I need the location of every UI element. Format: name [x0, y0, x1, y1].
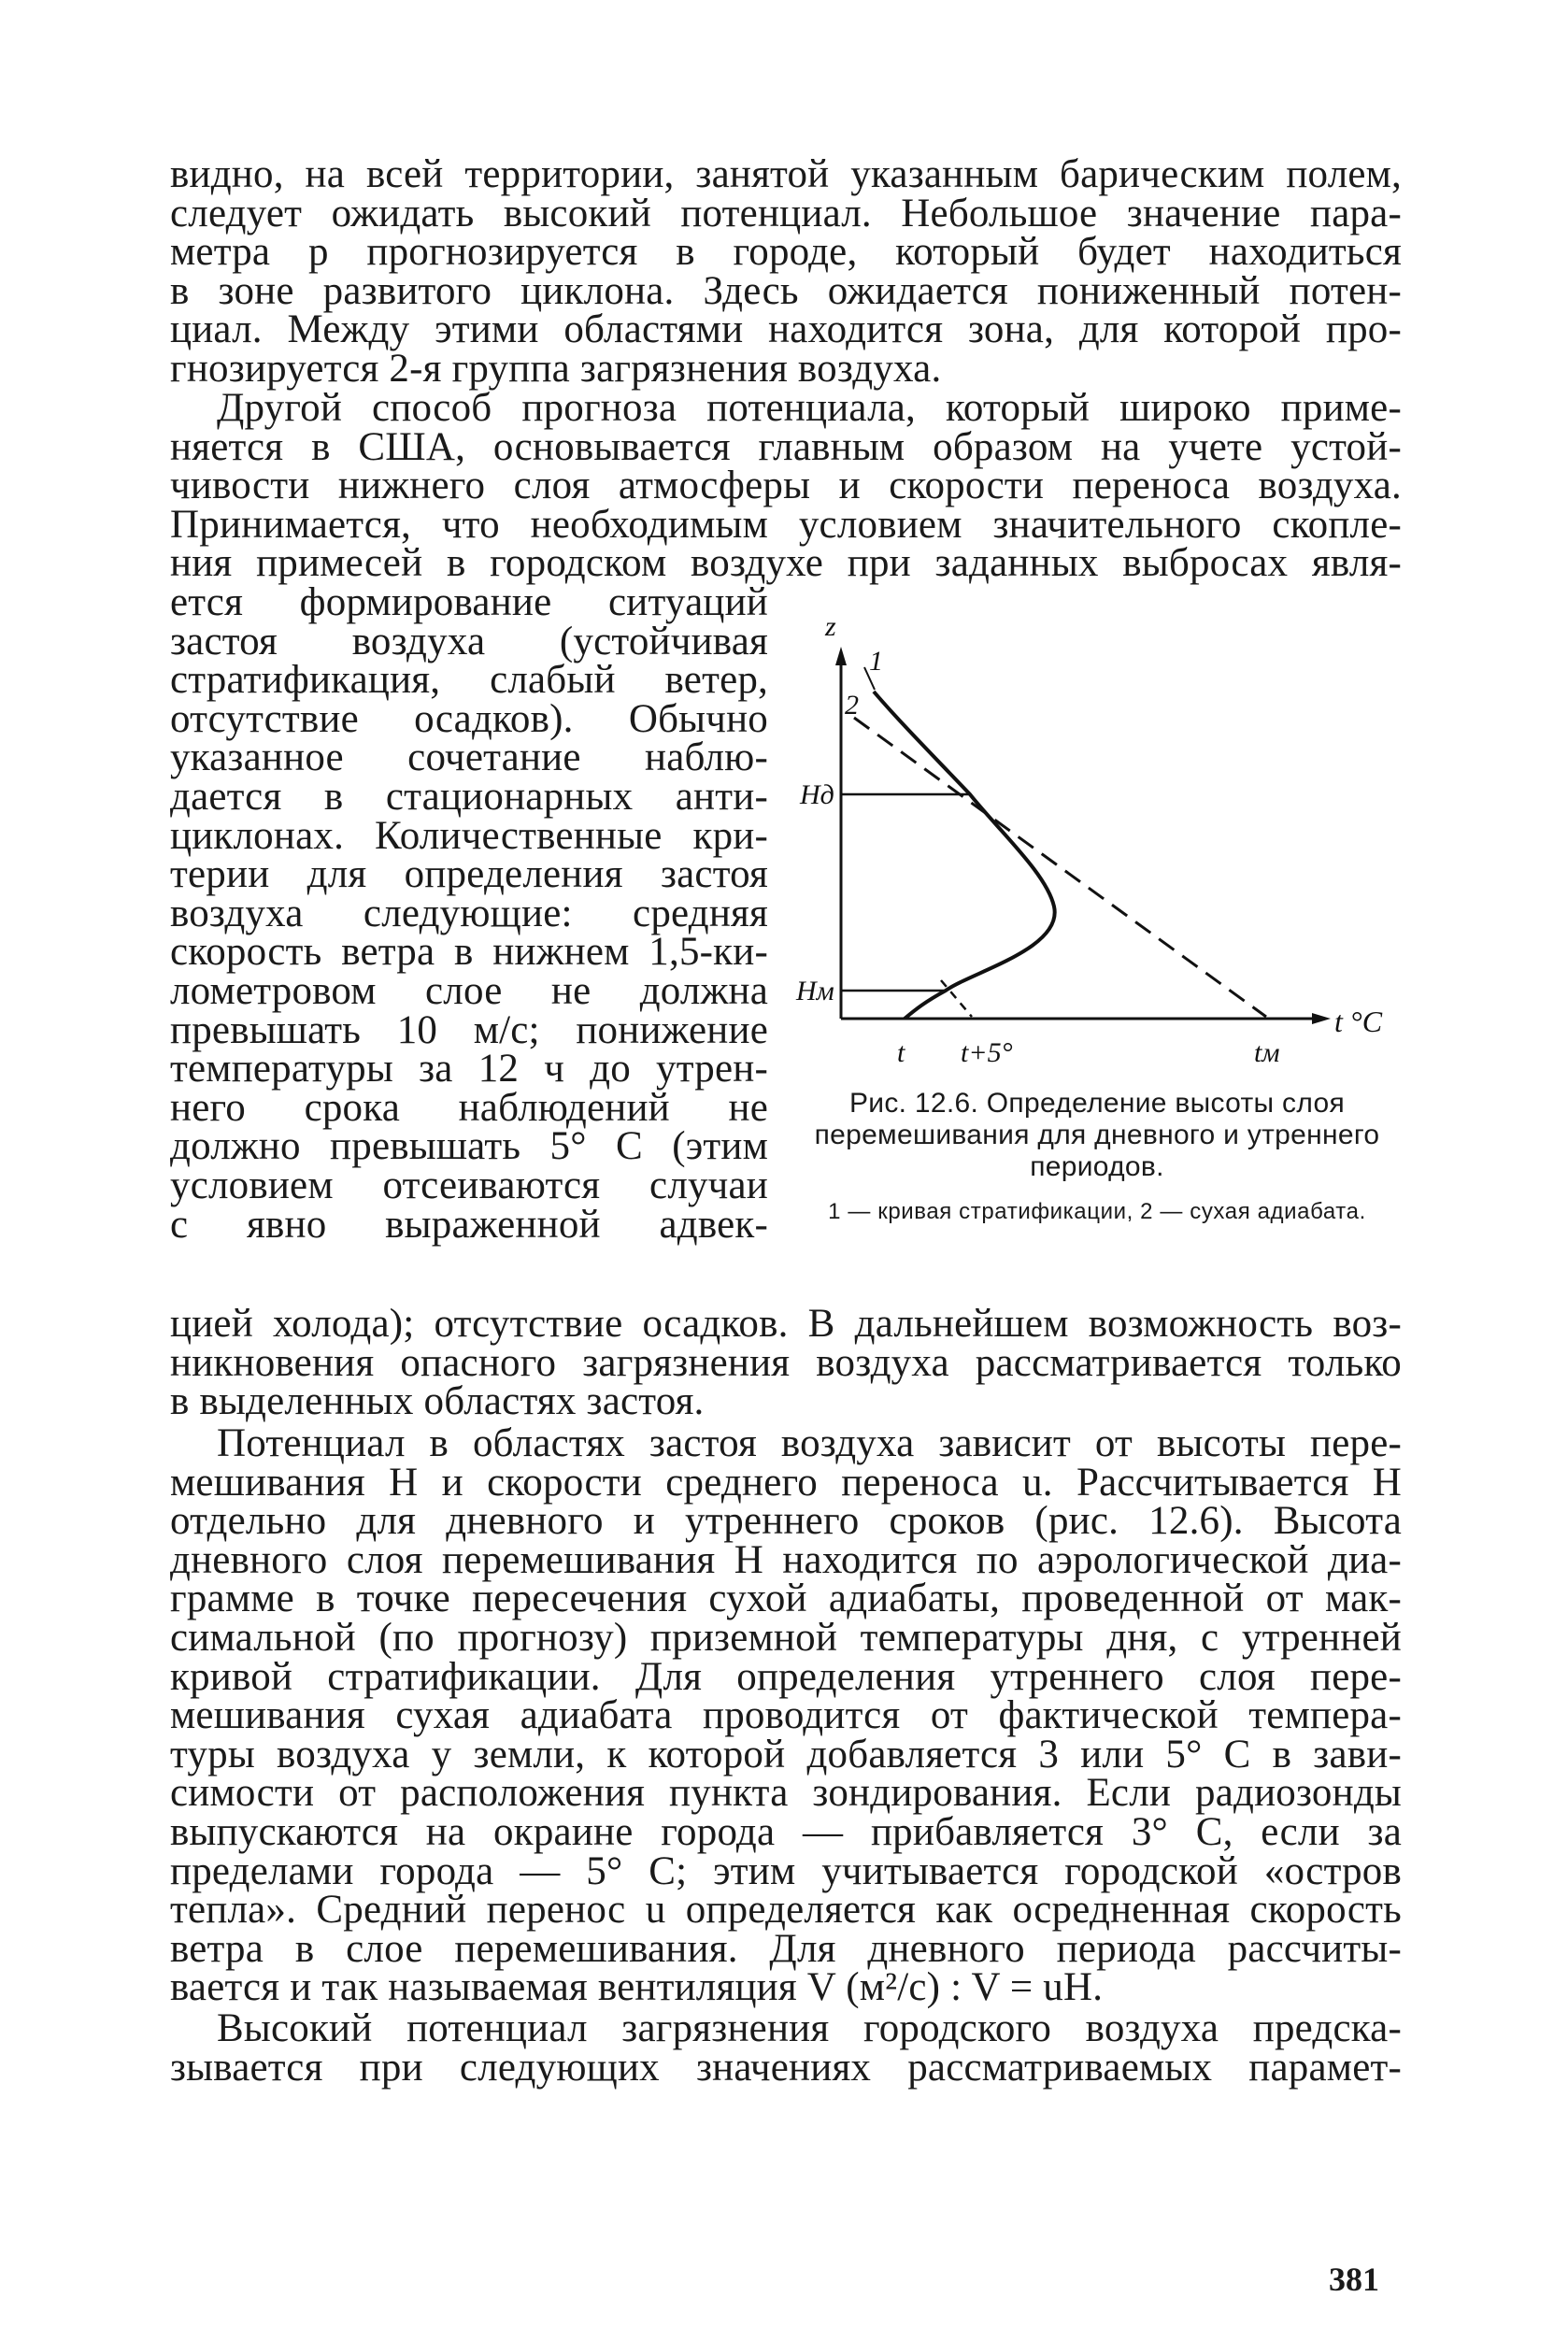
text-line: температуры за 12 ч до утрен- — [170, 1047, 768, 1092]
paragraph-3 — [170, 1421, 1402, 2010]
text-line: мешивания сухая адиабата проводится от фактической темпера- — [170, 1693, 1402, 1738]
text-line: грамме в точке пересечения сухой адиабаты, проведенной от мак- — [170, 1577, 1402, 1621]
text-line: превышать 10 м/с; понижение — [170, 1007, 768, 1052]
figure-12-6 — [748, 617, 1420, 1084]
paragraph-2-tail — [170, 1302, 1402, 1424]
h-day-label: Hд — [800, 779, 834, 810]
h-morning-label: Hм — [796, 976, 834, 1006]
text-line: лометровом слое не должна — [170, 968, 768, 1013]
text-line: терии для определения застоя — [170, 852, 768, 897]
text-line: застоя воздуха (устойчивая — [170, 619, 768, 663]
curve-1-label: 1 — [869, 646, 883, 677]
text-line: метра p прогнозируется в городе, который будет находиться — [170, 230, 1402, 275]
paragraph-4 — [170, 2006, 1402, 2090]
text-line: с явно выраженной адвек- — [170, 1202, 768, 1247]
curve-2-label: 2 — [845, 690, 859, 721]
text-line: отдельно для дневного и утреннего сроков (рис. 12.6). Высота — [170, 1499, 1402, 1544]
text-line: стратификация, слабый ветер, — [170, 658, 768, 703]
text-line: скорость ветра в нижнем 1,5-ки- — [170, 930, 768, 975]
tick-t5-label: t+5° — [961, 1037, 1013, 1068]
text-line: дневного слоя перемешивания H находится по аэрологической диа- — [170, 1537, 1402, 1582]
text-line: воздуха следующие: средняя — [170, 891, 768, 935]
text-line: няется в США, основывается главным образом на учете устой- — [170, 424, 1402, 469]
text-line: ветра в слое перемешивания. Для дневного периода рассчиты- — [170, 1926, 1402, 1971]
text-line: условием отсеиваются случаи — [170, 1163, 768, 1207]
text-line: гнозируется 2-я группа загрязнения воздуха. — [170, 346, 942, 391]
text-line: тепла». Средний перенос u определяется как осредненная скорость — [170, 1888, 1402, 1933]
text-line: цией холода); отсутствие осадков. В дальнейшем возможность воз- — [170, 1302, 1402, 1346]
text-line: пределами города — 5° С; этим учитывается городской «остров — [170, 1848, 1402, 1893]
text-line: циал. Между этими областями находится зона, для которой про- — [170, 307, 1402, 352]
text-line: зывается при следующих значениях рассматриваемых парамет- — [170, 2045, 1402, 2090]
figure-caption — [787, 1088, 1407, 1226]
z-axis-arrow — [835, 647, 847, 665]
dry-adiabat-day — [854, 718, 1266, 1017]
text-line: в зоне развитого циклона. Здесь ожидается пониженный потен- — [170, 268, 1402, 313]
text-line: Другой способ прогноза потенциала, который широко приме- — [217, 386, 1402, 430]
text-line: Высокий потенциал загрязнения городского воздуха предска- — [217, 2006, 1402, 2050]
text-line: никновения опасного загрязнения воздуха рассматривается только — [170, 1340, 1402, 1385]
caption-legend: 1 — кривая стратификации, 2 — сухая адиабата. — [828, 1199, 1366, 1224]
paragraph-1 — [170, 152, 1402, 391]
text-line: ется формирование ситуаций — [170, 580, 768, 624]
text-line: должно превышать 5° С (этим — [170, 1124, 768, 1169]
text-line: указанное сочетание наблю- — [170, 735, 768, 780]
text-line: выпускаются на окраине города — прибавляется 3° С, если за — [170, 1809, 1402, 1854]
text-line: дается в стационарных анти- — [170, 774, 768, 819]
text-line: симальной (по прогнозу) приземной температуры дня, с утренней — [170, 1615, 1402, 1660]
paragraph-2 — [170, 386, 1402, 586]
text-line: симости от расположения пункта зондирования. Если радиозонды — [170, 1771, 1402, 1816]
t-axis-arrow — [1312, 1013, 1331, 1024]
text-line: ния примесей в городском воздухе при заданных выбросах явля- — [170, 541, 1402, 586]
z-axis-label: z — [825, 617, 836, 642]
text-line: вается и так называемая вентиляция V (м²/с) : V = uH. — [170, 1965, 1104, 2010]
t-axis-label: t °C — [1334, 1005, 1383, 1038]
text-line: туры воздуха у земли, к которой добавляется 3 или 5° С в зави- — [170, 1732, 1402, 1776]
text-line: мешивания H и скорости среднего переноса u. Рассчитывается H — [170, 1460, 1402, 1505]
paragraph-2-column — [170, 580, 768, 1247]
text-line: следует ожидать высокий потенциал. Небольшое значение пара- — [170, 191, 1402, 235]
text-line: Принимается, что необходимым условием значительного скопле- — [170, 502, 1402, 547]
text-line: видно, на всей территории, занятой указанным барическим полем, — [170, 152, 1402, 196]
caption-title: Рис. 12.6. Определение высоты слоя перемешивания для дневного и утреннего периодов. — [814, 1088, 1380, 1182]
text-line: него срока наблюдений не — [170, 1085, 768, 1130]
text-line: чивости нижнего слоя атмосферы и скорости переноса воздуха. — [170, 464, 1402, 508]
tick-tm-label: tм — [1254, 1037, 1280, 1068]
text-line: в выделенных областях застоя. — [170, 1379, 705, 1424]
text-line: отсутствие осадков). Обычно — [170, 696, 768, 741]
page-number: 381 — [1329, 2261, 1379, 2298]
tick-t-label: t — [897, 1037, 905, 1068]
stratification-curve — [874, 692, 1055, 1019]
text-line: циклонах. Количественные кри- — [170, 813, 768, 858]
text-line: Потенциал в областях застоя воздуха зависит от высоты пере- — [217, 1421, 1402, 1465]
text-line: кривой стратификации. Для определения утреннего слоя пере- — [170, 1654, 1402, 1699]
